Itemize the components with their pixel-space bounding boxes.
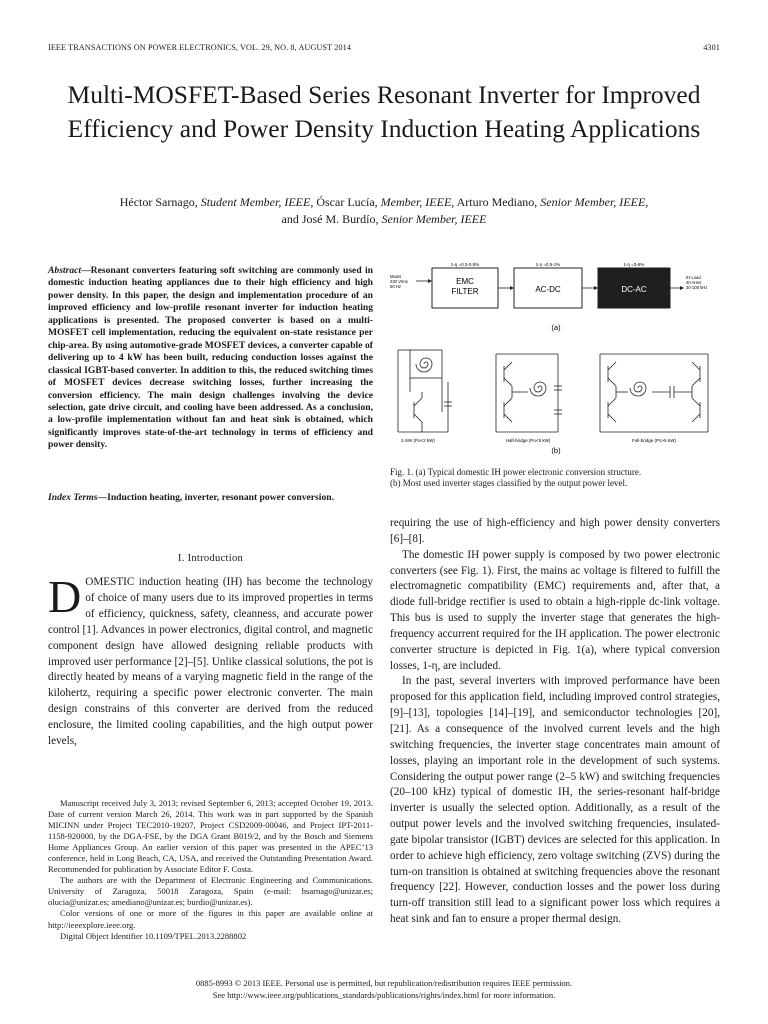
igbt-switch-icon xyxy=(414,398,422,422)
inverter-label-full-bridge: Full-bridge (Po>5 kW) xyxy=(632,438,676,443)
full-bridge-inverter xyxy=(600,354,708,432)
induction-coil-icon xyxy=(530,382,546,396)
induction-coil-icon xyxy=(416,358,432,372)
author-membership: Student Member, IEEE, xyxy=(200,195,314,209)
section-heading: I. Introduction xyxy=(177,553,244,564)
abstract-text: —Resonant converters featuring soft switching are commonly used in domestic induction heating appliances due to their high efficiency and high power density. In this paper, the design and implementation procedure of an improved efficiency and low-profile resonant inverter for induction heating applications is presented. The proposed converter is based on a multi-MOSFET cell implementation, reducing the equivalent on-state resistance per chip-area. By using automotive-grade MOSFET devices, a converter capable of delivering up to 4 kW has been built, reducing conduction losses against the classical IGBT-based converter. In addition to this, the reduced switching times of MOSFET devices decrease switching losses, further increasing the conversion efficiency. The main design challenges involving the device selection, gate drive circuit, and cooling have been addressed. As a conclusion, a low-profile implementation without fan and heat sink is obtained, which significantly improves state-of-the-art technology in terms of efficiency and power density. xyxy=(48,265,373,451)
figure-1 xyxy=(388,262,724,460)
ac-dc-label: AC-DC xyxy=(535,285,561,294)
loss-label-acdc: 1-η =0.5-1% xyxy=(535,262,561,267)
paper-title: Multi-MOSFET-Based Series Resonant Inverter for Improved Efficiency and Power Density Induction Heating Applications xyxy=(67,80,701,143)
page-number: 4301 xyxy=(703,43,720,52)
body-paragraph: requiring the use of high-efficiency and high power density converters [6]–[8]. xyxy=(390,517,720,545)
journal-header: IEEE TRANSACTIONS ON POWER ELECTRONICS, VOL. 29, NO. 8, AUGUST 2014 xyxy=(48,43,352,52)
right-column-body xyxy=(390,516,720,928)
index-terms-text: —Induction heating, inverter, resonant power conversion. xyxy=(97,492,334,503)
abstract xyxy=(48,265,373,452)
single-switch-inverter xyxy=(398,350,452,432)
loss-label-dcac: 1-η =3-6% xyxy=(623,262,645,267)
author-list xyxy=(40,194,728,228)
body-paragraph: In the past, several inverters with improved performance have been proposed for this application field, including improved control strategies, [9]–[13], topologies [14]–[19], and semiconductor technologies [20], [21]. As a consequence of the involved current levels and the high switching frequencies, the inverter stage concentrates main amount of losses, playing an important role in the development of such systems. Considering the output power range (2–5 kW) and switching frequencies (20–100 kHz) typical of domestic IH, the series-resonant half-bridge inverter is usually the selected option. Additionally, as a result of the output power levels and the involved switching frequencies, insulated-gate bipolar transistor (IGBT) devices are selected for this application. In order to achieve high efficiency, zero voltage switching (ZVS) during the turn-on transition is obtained at switching frequencies above the resonant frequency [22]. However, conduction losses and the power loss during turn-off transition still lead to a significant power loss which requires a heat sink and fan to ensure a proper thermal design. xyxy=(390,675,720,926)
abstract-label: Abstract xyxy=(48,265,82,276)
subfig-b-label: (b) xyxy=(551,446,561,455)
induction-coil-icon xyxy=(630,382,646,396)
output-label: IH Load xyxy=(686,275,701,280)
output-label: 20-100 kHz xyxy=(686,285,708,290)
footnote-doi: Digital Object Identifier 10.1109/TPEL.2013.2288802 xyxy=(60,930,247,941)
author-name: Arturo Mediano, xyxy=(456,195,538,209)
subfig-a-label: (a) xyxy=(551,323,561,332)
conversion-structure-diagram xyxy=(390,262,707,332)
index-terms-label: Index Terms xyxy=(48,492,98,503)
igbt-switch-icon xyxy=(504,398,512,422)
loss-label-emc: 1-η =0.3-0.8% xyxy=(450,262,480,267)
igbt-switch-icon xyxy=(504,362,512,386)
half-bridge-inverter xyxy=(496,354,562,432)
footnote-affiliation: The authors are with the Department of Electronic Engineering and Communications. University of Zaragoza, 50018 Zaragoza, Spain (e-mail: hsarnago@unizar.es; olucia@unizar.es; amediano@unizar.es; burdio@unizar.es). xyxy=(48,875,373,908)
input-label: 230 Vrms xyxy=(390,279,408,284)
coil-box xyxy=(410,350,442,378)
footnote-color: Color versions of one or more of the figures in this paper are available online at http://ieeexplore.ieee.org. xyxy=(48,908,373,930)
intro-text: OMESTIC induction heating (IH) has become the technology of choice of many users due to its improved properties in terms of efficiency, quickness, safety, cleanness, and accurate power control [1]. Advances in power electronics, digital control, and magnetic component design have allowed designing reliable products with improved user performance [2]–[5]. Unlike classical solutions, the pot is directly heated by means of a varying magnetic field in the range of the kilohertz, requiring a specific power electronic converter. The main design constrains of this converter are derived from the reduced enclosure, the limited cooling capabilities, and the high output power levels, xyxy=(48,576,373,748)
dc-ac-label: DC-AC xyxy=(621,285,647,294)
author-membership: Senior Member, IEEE, xyxy=(540,195,649,209)
igbt-switch-icon xyxy=(608,398,616,422)
footnotes xyxy=(48,798,373,942)
footnote-manuscript: Manuscript received July 3, 2013; revised September 6, 2013; accepted October 19, 2013. Date of current version March 26, 2014. This work was in part supported by the Spanish MICINN under Project TEC2010-19207, Project CSD2009-00046, and Project IPT-2011-1158-920000, by the DGA-FSE, by the DGA Grant B019/2, and by the Bosch and Siemens Home Appliances Group. An earlier version of this paper was presented in the APEC’13 conference, held in Long Beach, CA, USA, and received the Outstanding Presentation Award. Recommended for publication by Associate Editor F. Costa. xyxy=(48,798,373,875)
inverter-label-half-bridge: Half-bridge (Po<5 kW) xyxy=(505,438,551,443)
author-name: Héctor Sarnago, xyxy=(119,195,198,209)
copyright-line: See http://www.ieee.org/publications_standards/publications/rights/index.html for more information. xyxy=(212,990,556,1000)
caption-line: Fig. 1. (a) Typical domestic IH power electronic conversion structure. xyxy=(390,467,642,477)
filter-label: FILTER xyxy=(451,287,479,296)
author-membership: Member, IEEE, xyxy=(380,195,455,209)
input-label: Mains xyxy=(390,274,402,279)
author-name: Óscar Lucía, xyxy=(316,195,378,209)
igbt-switch-icon xyxy=(608,362,616,386)
output-label: 40 Arms xyxy=(686,280,702,285)
index-terms xyxy=(48,492,373,504)
body-paragraph: The domestic IH power supply is composed by two power electronic converters (see Fig. 1). First, the mains ac voltage is filtered to fulfill the electromagnetic compatibility (EMC) requirements and, after that, a diode full-bridge rectifier is used to obtain a high-ripple dc-link voltage. This bus is used to supply the inverter stage that generates the high-frequency accurrent required for the IH application. The power electronic converter structure is depicted in Fig. 1(a), where typical conversion losses, 1-η, are included. xyxy=(390,548,720,672)
intro-paragraph xyxy=(48,571,373,750)
inverter-topologies xyxy=(398,350,708,432)
author-name: and José M. Burdío, xyxy=(281,212,379,226)
emc-label: EMC xyxy=(456,277,474,286)
author-membership: Senior Member, IEEE xyxy=(381,212,487,226)
igbt-switch-icon xyxy=(692,398,700,422)
igbt-switch-icon xyxy=(692,362,700,386)
drop-cap: D xyxy=(48,571,82,622)
input-label: 50 Hz xyxy=(390,284,401,289)
copyright-notice xyxy=(40,977,728,1001)
figure-caption xyxy=(390,467,720,489)
inverter-label-1sw: 1-SW (Po<2 kW) xyxy=(401,438,435,443)
copyright-line: 0885-8993 © 2013 IEEE. Personal use is permitted, but republication/redistribution requires IEEE permission. xyxy=(195,978,573,988)
caption-line: (b) Most used inverter stages classified by the output power level. xyxy=(390,478,628,488)
